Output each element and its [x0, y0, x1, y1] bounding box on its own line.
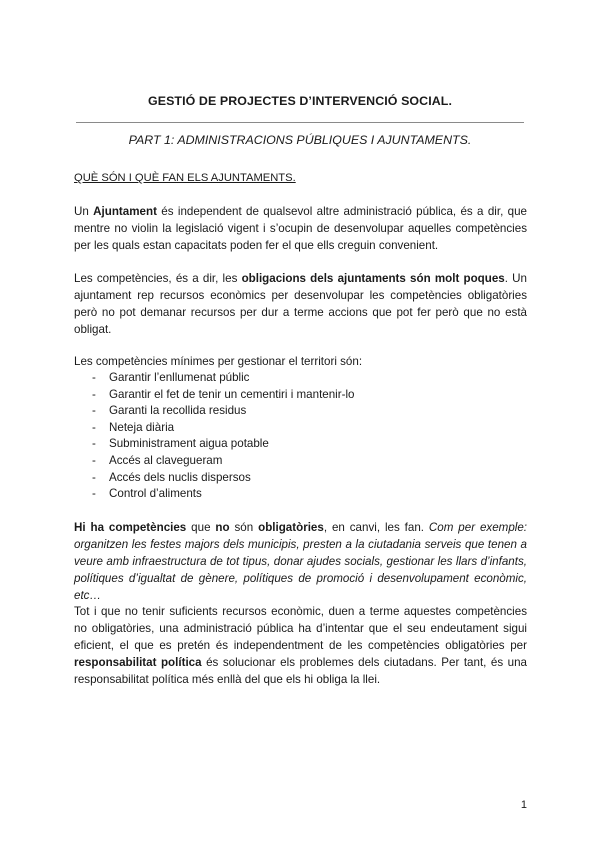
list-dash: - — [92, 404, 96, 418]
paragraph-bold-text: Hi ha competències — [74, 521, 187, 534]
part-subtitle: PART 1: ADMINISTRACIONS PÚBLIQUES I AJUNTAMENTS. — [128, 133, 472, 147]
list-dash: - — [92, 437, 96, 451]
paragraph-text: . Un ajuntament rep recursos econòmics per desenvolupar les competències obligatòries però no pot demanar recursos per dur a terme accions que pot fer però que no està obligat. — [74, 272, 527, 336]
list-dash: - — [92, 453, 96, 467]
paragraph-text: és independent de qualsevol altre administració pública, és a dir, que mentre no violin la legislació vigent i s’ocupin de desenvolupar aquelles competències per les quals estan capacitats poden fer el que ells creguin convenient. — [74, 205, 528, 252]
list-item-text: Garantir l’enllumenat públic — [109, 371, 250, 384]
list-intro: Les competències mínimes per gestionar el territori són: — [74, 355, 363, 368]
paragraph-text: Un — [74, 205, 94, 218]
paragraph-text: Les competències, és a dir, les — [74, 272, 242, 285]
list-item — [92, 419, 512, 436]
page-number: 1 — [520, 799, 527, 811]
paragraph-text: Tot i que no tenir suficients recursos econòmic, duen a terme aquestes competències no obligatòries, una administració pública ha d’intentar que el seu endeutament sigui eficient, el que es pretén és independentment de les competències obligatòries per — [74, 605, 527, 652]
list-item-text: Accés al clavegueram — [109, 453, 223, 467]
paragraph-bold-text: obligatòries — [258, 521, 324, 534]
paragraph-bold-text: responsabilitat política — [74, 656, 202, 669]
paragraph-non-mandatory — [74, 519, 527, 604]
list-item — [92, 469, 512, 486]
list-item — [92, 386, 512, 403]
paragraph-political-responsibility — [74, 603, 527, 688]
paragraph-text: és solucionar els problemes dels ciutadans. Per tant, és una responsabilitat política més enllà del que els hi obliga la llei. — [74, 656, 527, 686]
paragraph-ajuntament — [74, 203, 527, 254]
list-item — [92, 402, 512, 419]
list-item — [92, 435, 512, 452]
paragraph-bold-text: obligacions dels ajuntaments són molt poques — [241, 272, 505, 285]
paragraph-bold-text: no — [215, 521, 230, 534]
paragraph-text: que — [186, 521, 216, 534]
list-item-text: Garantir el fet de tenir un cementiri i mantenir-lo — [109, 387, 355, 401]
list-item — [92, 452, 512, 469]
list-dash: - — [92, 387, 96, 401]
list-item-text: Accés dels nuclis dispersos — [109, 470, 251, 484]
paragraph-competencies — [74, 270, 527, 338]
list-dash: - — [92, 487, 96, 501]
list-item-text: Neteja diària — [109, 420, 175, 434]
list-item — [92, 369, 512, 386]
paragraph-italic-text: Com per exemple: organitzen les festes majors dels municipis, presten a la ciutadania serveis que tenen a veure amb infraestructura de tot tipus, donar ajudes socials, gestionar les llars d’infants, polítiques d’igualtat de gènere, polítiques de promoció i desenvolupament econòmic, etc… — [74, 521, 528, 602]
paragraph-text: són — [229, 521, 259, 534]
list-dash: - — [92, 470, 96, 484]
document-title: GESTIÓ DE PROJECTES D’INTERVENCIÓ SOCIAL. — [147, 94, 453, 108]
list-item — [92, 485, 512, 502]
section-heading: QUÈ SÓN I QUÈ FAN ELS AJUNTAMENTS. — [74, 172, 296, 184]
paragraph-text: , en canvi, les fan. — [323, 521, 429, 534]
list-item-text: Control d’aliments — [109, 487, 202, 501]
minimum-competencies-list — [92, 369, 512, 502]
paragraph-bold-text: Ajuntament — [93, 205, 157, 218]
list-item-text: Subministrament aigua potable — [109, 437, 269, 451]
title-divider — [76, 122, 524, 123]
list-item-text: Garanti la recollida residus — [109, 404, 247, 418]
list-dash: - — [92, 420, 96, 434]
list-dash: - — [92, 371, 96, 384]
